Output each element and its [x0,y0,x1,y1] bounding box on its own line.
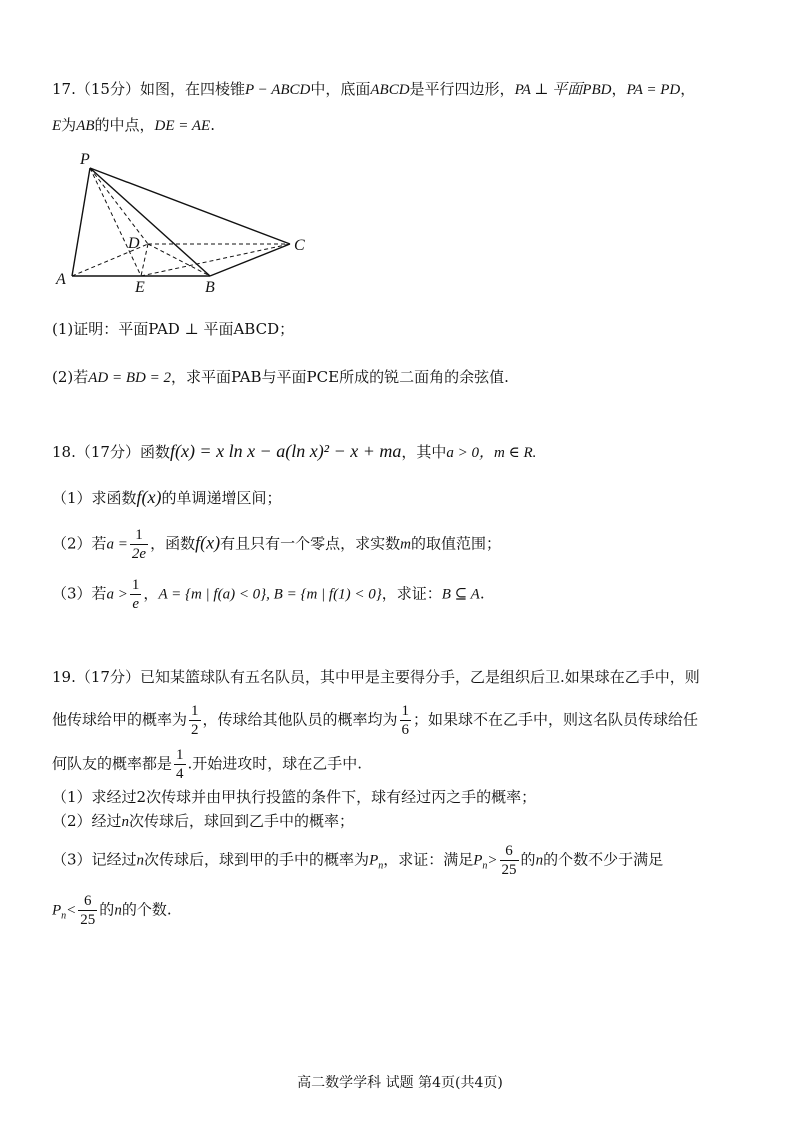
q18-part2 [52,526,760,563]
fraction-denominator: 2 [191,722,199,738]
q17-condition-1: PA ⊥ 平面PBD [514,82,612,98]
q19-fraction-half [189,702,201,739]
q17-stem-line1 [52,78,760,101]
q18-part2-func: f(x) [195,532,221,553]
q19-part3-prefix: （3）记经过 [52,850,137,869]
q19-last-text: 的个数. [121,900,172,919]
edge-de [141,244,148,276]
q18-part3-sets: A = {m | f(a) < 0}, B = {m | f(1) < 0} [158,586,382,603]
q17-sep: ， [611,80,627,98]
q19-line3 [52,746,760,783]
q18-part2-fraction [130,526,148,563]
q19-last-fraction [78,892,97,929]
edge-pa [72,168,90,276]
q18-part2-mid: ，函数 [150,534,196,553]
q19-part3-sub: n [378,860,384,872]
q18-part1-question: 的单调递增区间； [161,489,282,507]
label-p: P [80,151,90,168]
q17-base: ABCD [370,82,410,98]
fraction-denominator: 25 [80,912,96,928]
q19-last-sub: n [61,910,67,922]
q17-point-e: E [52,118,62,134]
q19-part2-question: 次传球后，球回到乙手中的概率； [129,812,355,830]
q18-part2-question: 的取值范围； [410,534,501,553]
fraction-denominator: 25 [501,862,517,878]
q17-segment-ab: AB [76,118,95,134]
q19-last-line [52,892,760,929]
q17-condition-2: PA = PD [626,82,681,98]
q17-comma: ， [680,80,696,98]
edge-ec [141,244,290,276]
fraction-denominator: e [130,594,142,613]
q17-period: . [210,116,215,134]
q18-part3-prefix: （3）若 [52,584,107,603]
q19-fraction-quarter [174,746,186,783]
q19-line3-a: 何队友的概率都是 [52,754,173,773]
q18-part1-func: f(x) [136,487,162,507]
q17-text-wei: 为 [61,116,77,134]
q19-part3-de: 的 [520,850,536,869]
q19-part3-p: P [369,852,379,869]
q19-fraction-sixth [400,702,412,739]
fraction-numerator: 1 [135,527,143,543]
q18-part3-comma: ， [143,584,159,603]
q19-line2 [52,702,760,739]
q18-part3-period: . [479,584,485,603]
q19-part3-text: 次传球后，球到甲的手中的概率为 [144,850,370,869]
fraction-denominator: 4 [176,766,184,782]
fraction-numerator: 1 [131,577,140,593]
q17-part1: (1)证明：平面PAD ⊥ 平面ABCD； [52,320,295,338]
q17-stem-text-c: 是平行四边形， [409,80,515,98]
q18-part2-a-eq: a = [106,536,128,553]
edge-bc [210,244,290,276]
pyramid-figure [50,148,320,298]
q19-part2-n: n [121,814,130,830]
q19-line1: 19.（17分）已知某篮球队有五名队员，其中甲是主要得分手，乙是组织后卫.如果球在乙手中，则 [52,668,700,686]
q19-last-de: 的 [99,900,115,919]
q19-line2-a: 他传球给甲的概率为 [52,710,188,729]
q19-part3-gt: > [487,852,498,869]
q19-line2-b: ，传球给其他队员的概率均为 [202,710,398,729]
q19-last-lt: < [66,902,77,919]
q18-part3-fraction [130,576,142,613]
fraction-numerator: 1 [176,747,184,763]
label-b: B [205,279,215,296]
q19-part3-p2: P [473,852,483,869]
q18-part1 [52,486,760,509]
fraction-denominator: 6 [401,722,410,738]
q19-part3-text2: 的个数不少于满足 [543,850,664,869]
label-c: C [294,237,305,254]
q19-part1: （1）求经过2次传球并由甲执行投篮的条件下，球有经过丙之手的概率； [52,788,537,806]
q19-part3-n2: n [535,852,544,869]
fraction-numerator: 1 [401,703,410,719]
edge-pb [90,168,210,276]
q19-part3 [52,842,760,879]
q19-fraction-6-25 [500,842,519,879]
q17-part2-question: ，求平面PAB与平面PCE所成的锐二面角的余弦值. [170,368,509,386]
q18-part3 [52,576,760,613]
q17-part2-condition: AD = BD = 2 [88,370,171,386]
q18-stem-prefix: 18.（17分）函数 [52,443,170,461]
q19-last-n: n [114,902,122,919]
fraction-numerator: 6 [505,843,513,859]
q19-part3-prove: ，求证：满足 [383,850,474,869]
label-e: E [135,279,145,296]
q17-text-midpoint: 的中点， [94,116,155,134]
q17-part2-prefix: (2)若 [52,368,89,386]
q18-part3-prove: ，求证： [381,584,442,603]
q19-part3-sub2: n [482,860,488,872]
fraction-numerator: 6 [84,893,92,909]
q18-function: f(x) = x ln x − a(ln x)² − x + ma [169,441,402,461]
fraction-denominator: 2e [131,546,147,562]
q18-stem-mid: ，其中 [401,443,447,461]
q19-part3-n: n [136,852,145,869]
q18-part1-prefix: （1）求函数 [52,489,137,507]
q18-stem [52,440,760,464]
q17-stem-text: 17.（15分）如图，在四棱锥 [52,80,245,98]
q19-last-p: P [52,902,62,919]
q19-line3-b: .开始进攻时，球在乙手中. [187,754,363,773]
q17-condition-3: DE = AE [154,118,211,134]
q18-condition: a > 0，m ∈ R. [446,445,537,461]
q17-pyramid: P − ABCD [244,82,311,98]
q18-part2-text: 有且只有一个零点，求实数 [220,534,401,553]
q18-part3-subset: B ⊆ A [441,586,480,603]
q17-stem-text-b: 中，底面 [310,80,371,98]
q19-part2-prefix: （2）经过 [52,812,122,830]
q18-part2-m: m [400,536,411,553]
q17-stem-line2 [52,114,760,137]
q19-part2 [52,810,760,833]
page-footer: 高二数学学科 试题 第4页(共4页) [297,1075,503,1091]
q18-part3-a-gt: a > [106,586,128,603]
label-a: A [56,271,66,288]
q19-line2-c: ；如果球不在乙手中，则这名队员传球给任 [413,710,699,729]
fraction-numerator: 1 [191,703,199,719]
label-d: D [128,235,140,252]
q17-part2 [52,366,760,389]
q18-part2-prefix: （2）若 [52,534,107,553]
